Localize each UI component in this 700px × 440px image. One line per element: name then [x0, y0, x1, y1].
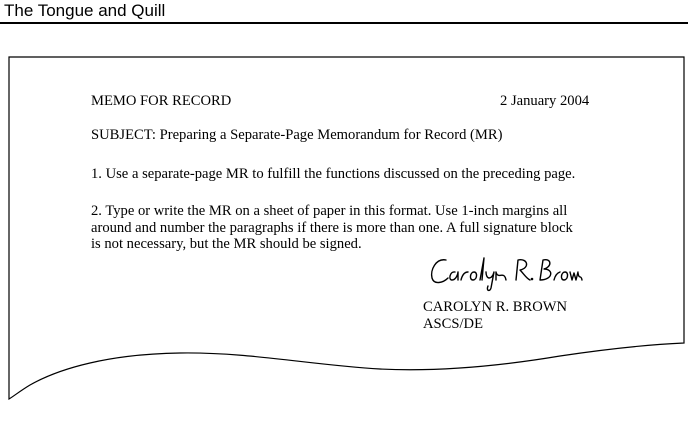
memo-paragraph-2-line: is not necessary, but the MR should be signed.	[91, 236, 362, 252]
memo-date: 2 January 2004	[500, 93, 590, 109]
memo-paragraph-2-line: 2. Type or write the MR on a sheet of paper in this format. Use 1-inch margins all	[91, 203, 568, 219]
handwritten-signature	[428, 252, 583, 294]
memo-title: MEMO FOR RECORD	[91, 93, 232, 109]
page-header-title: The Tongue and Quill	[4, 1, 166, 20]
memo-paragraph-1: 1. Use a separate-page MR to fulfill the functions discussed on the preceding page.	[91, 166, 576, 182]
signature-name: CAROLYN R. BROWN	[423, 299, 568, 315]
memo-subject: SUBJECT: Preparing a Separate-Page Memorandum for Record (MR)	[91, 127, 503, 143]
memo-paragraph-2	[91, 203, 621, 253]
memo-paragraph-2-line: around and number the paragraphs if there is more than one. A full signature block	[91, 219, 573, 236]
signature-office: ASCS/DE	[423, 316, 484, 332]
